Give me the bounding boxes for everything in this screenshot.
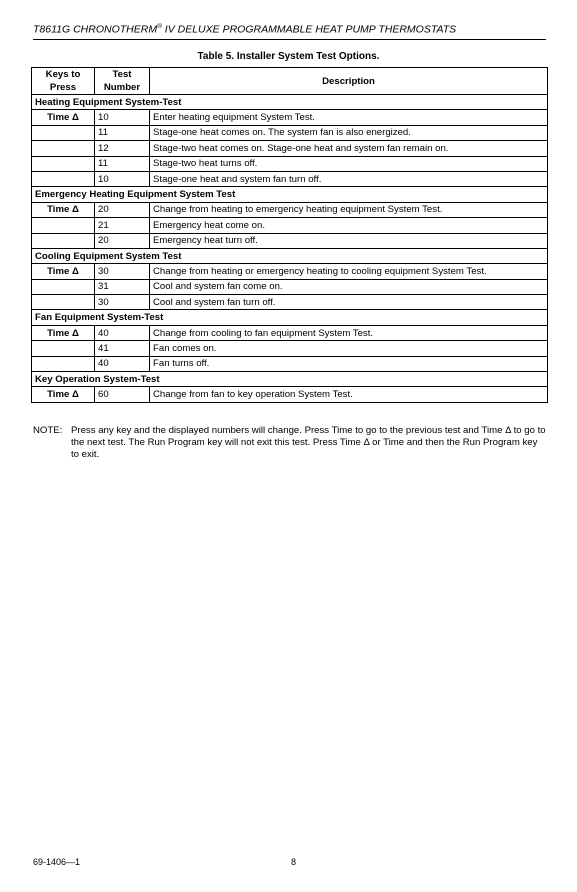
test-number-cell: 20 xyxy=(95,202,150,217)
test-number-cell: 30 xyxy=(95,264,150,279)
description-cell: Change from fan to key operation System Test. xyxy=(150,387,548,402)
table-row xyxy=(32,202,548,217)
header-title-part1: T8611G CHRONOTHERM xyxy=(33,23,158,36)
test-number-cell: 40 xyxy=(95,356,150,371)
section-row xyxy=(32,248,548,263)
description-cell: Change from heating to emergency heating equipment System Test. xyxy=(150,202,548,217)
table-row xyxy=(32,156,548,171)
note-label: NOTE: xyxy=(33,425,63,436)
section-row xyxy=(32,95,548,110)
column-header-description: Description xyxy=(150,68,548,95)
section-title: Heating Equipment System-Test xyxy=(32,95,548,110)
table-row xyxy=(32,264,548,279)
registered-mark: ® xyxy=(157,23,162,30)
key-cell: Time Δ xyxy=(32,325,95,340)
section-title: Key Operation System-Test xyxy=(32,372,548,387)
column-header-test-number: Test Number xyxy=(95,68,150,95)
description-cell: Stage-one heat comes on. The system fan is also energized. xyxy=(150,125,548,140)
table-row xyxy=(32,218,548,233)
section-row xyxy=(32,187,548,202)
key-cell xyxy=(32,356,95,371)
table-row xyxy=(32,125,548,140)
description-cell: Stage-one heat and system fan turn off. xyxy=(150,171,548,186)
test-number-cell: 10 xyxy=(95,110,150,125)
key-cell xyxy=(32,279,95,294)
note-text: Press any key and the displayed numbers will change. Press Time to go to the previous test and Time Δ to go to the next test. The Run Program key will not exit this test. Press Time Δ or Time and then the Run Program key to exit. xyxy=(71,425,546,460)
test-number-cell: 31 xyxy=(95,279,150,294)
test-number-cell: 21 xyxy=(95,218,150,233)
description-cell: Stage-two heat turns off. xyxy=(150,156,548,171)
key-cell xyxy=(32,341,95,356)
section-row xyxy=(32,372,548,387)
table-row xyxy=(32,233,548,248)
test-number-cell: 11 xyxy=(95,156,150,171)
table-row xyxy=(32,171,548,186)
section-title: Cooling Equipment System Test xyxy=(32,248,548,263)
description-cell: Fan turns off. xyxy=(150,356,548,371)
key-cell: Time Δ xyxy=(32,202,95,217)
test-number-cell: 60 xyxy=(95,387,150,402)
table-row xyxy=(32,295,548,310)
key-cell xyxy=(32,156,95,171)
description-cell: Emergency heat turn off. xyxy=(150,233,548,248)
key-cell xyxy=(32,171,95,186)
table-row xyxy=(32,325,548,340)
description-cell: Cool and system fan turn off. xyxy=(150,295,548,310)
section-title: Emergency Heating Equipment System Test xyxy=(32,187,548,202)
key-cell xyxy=(32,233,95,248)
section-row xyxy=(32,310,548,325)
table-body xyxy=(32,95,548,403)
system-test-table xyxy=(31,67,548,403)
description-cell: Emergency heat come on. xyxy=(150,218,548,233)
description-cell: Change from cooling to fan equipment System Test. xyxy=(150,325,548,340)
document-number: 69-1406—1 xyxy=(33,857,81,867)
key-cell: Time Δ xyxy=(32,264,95,279)
table-header-row xyxy=(32,68,548,95)
test-number-cell: 41 xyxy=(95,341,150,356)
test-number-cell: 10 xyxy=(95,171,150,186)
table-row xyxy=(32,341,548,356)
table-row xyxy=(32,356,548,371)
test-number-cell: 40 xyxy=(95,325,150,340)
description-cell: Stage-two heat comes on. Stage-one heat and system fan remain on. xyxy=(150,141,548,156)
key-cell xyxy=(32,295,95,310)
description-cell: Enter heating equipment System Test. xyxy=(150,110,548,125)
table-row xyxy=(32,110,548,125)
note-block xyxy=(33,425,548,461)
key-cell xyxy=(32,125,95,140)
table-row xyxy=(32,141,548,156)
test-number-cell: 12 xyxy=(95,141,150,156)
header-title-part2: IV DELUXE PROGRAMMABLE HEAT PUMP THERMOSTATS xyxy=(161,23,457,36)
key-cell xyxy=(32,141,95,156)
description-cell: Fan comes on. xyxy=(150,341,548,356)
description-cell: Cool and system fan come on. xyxy=(150,279,548,294)
description-cell: Change from heating or emergency heating to cooling equipment System Test. xyxy=(150,264,548,279)
key-cell: Time Δ xyxy=(32,387,95,402)
page-header xyxy=(33,23,546,40)
test-number-cell: 30 xyxy=(95,295,150,310)
table-row xyxy=(32,279,548,294)
key-cell xyxy=(32,218,95,233)
test-number-cell: 11 xyxy=(95,125,150,140)
key-cell: Time Δ xyxy=(32,110,95,125)
page-number: 8 xyxy=(291,857,297,867)
section-title: Fan Equipment System-Test xyxy=(32,310,548,325)
table-caption: Table 5. Installer System Test Options. xyxy=(197,51,380,62)
column-header-keys: Keys to Press xyxy=(32,68,95,95)
table-row xyxy=(32,387,548,402)
test-number-cell: 20 xyxy=(95,233,150,248)
